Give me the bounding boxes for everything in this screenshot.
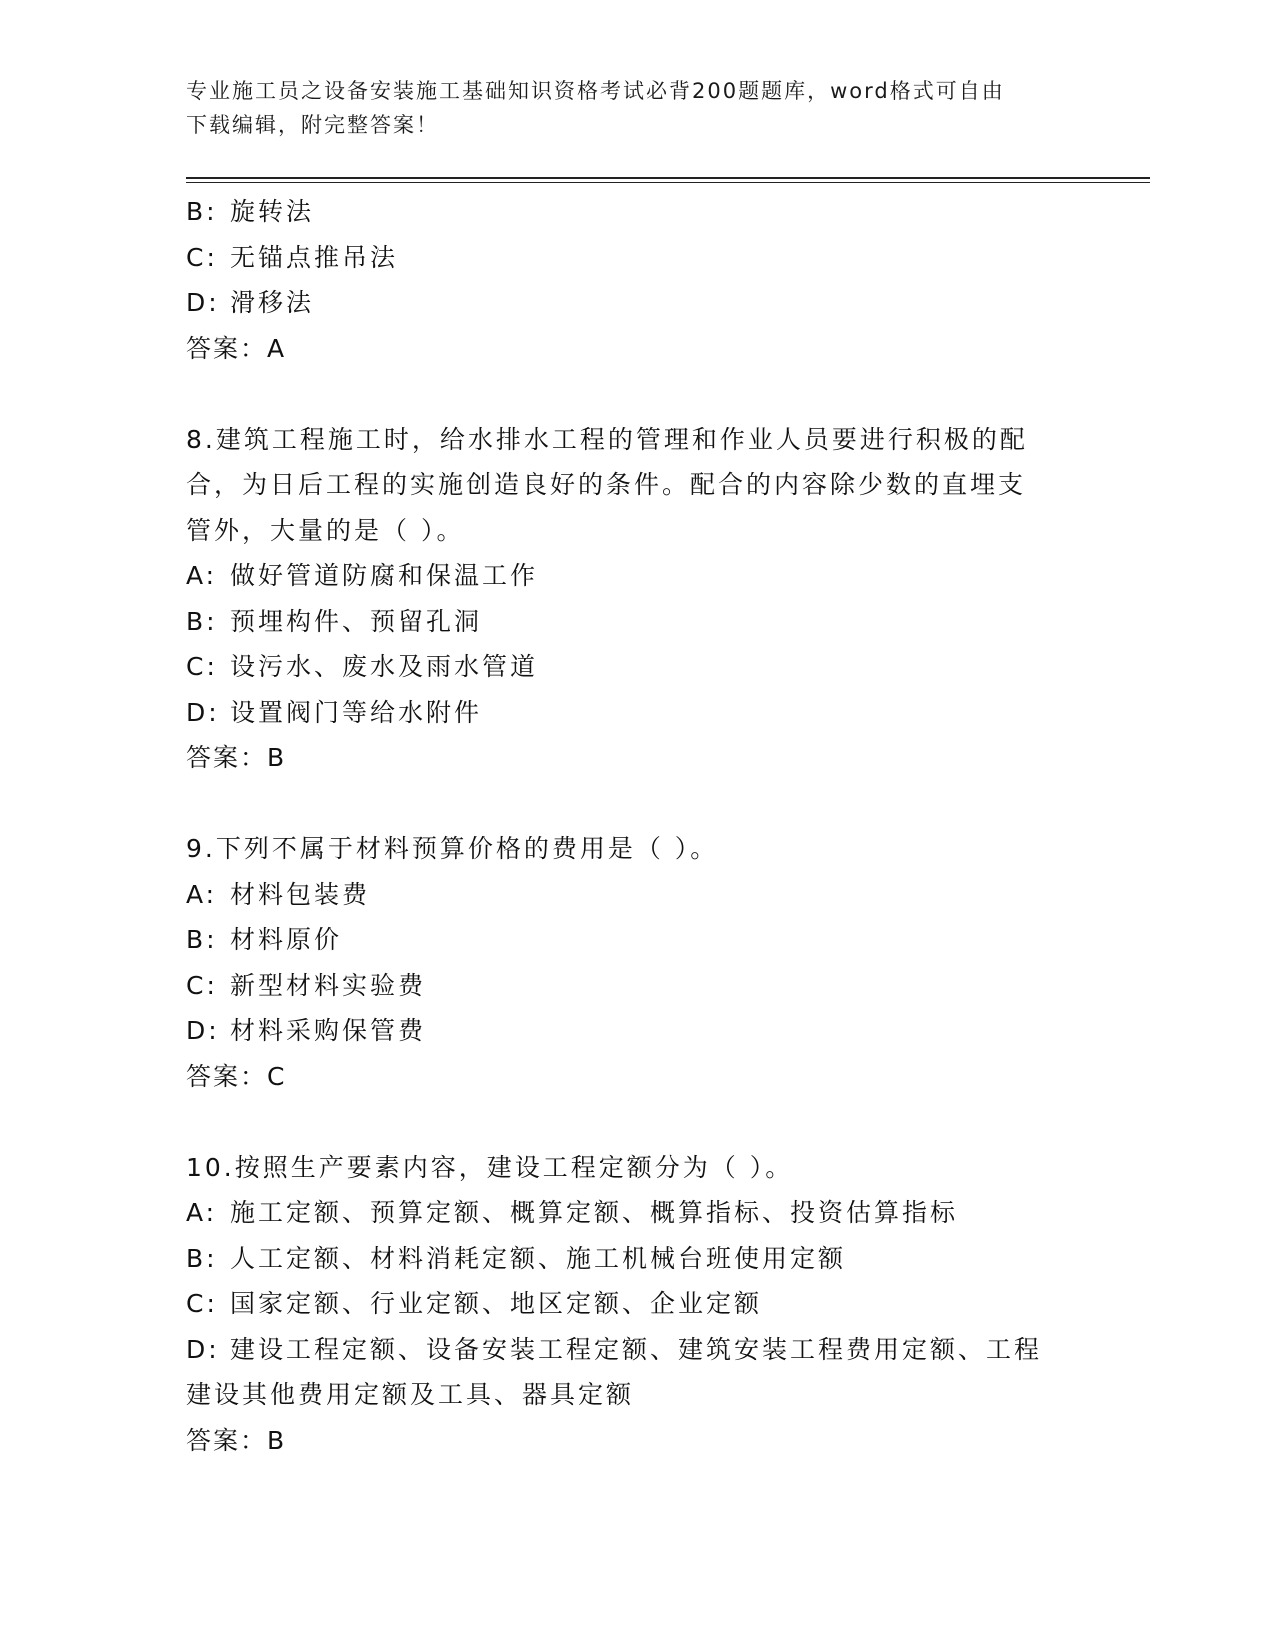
option-text: 预埋构件、预留孔洞 xyxy=(230,606,483,636)
option-key: C: xyxy=(186,970,218,1000)
option-key: B: xyxy=(186,606,218,636)
option-d xyxy=(186,690,1086,736)
spacer xyxy=(186,1099,1086,1145)
option-c xyxy=(186,235,1086,281)
option-b xyxy=(186,599,1086,645)
option-d xyxy=(186,1327,1086,1373)
spacer xyxy=(186,371,1086,417)
option-b xyxy=(186,1236,1086,1282)
answer-line: 答案：A xyxy=(186,333,287,363)
option-key: C: xyxy=(186,1289,218,1318)
option-text: 无锚点推吊法 xyxy=(230,242,399,272)
option-a xyxy=(186,553,1086,599)
option-text: 国家定额、行业定额、地区定额、企业定额 xyxy=(230,1289,763,1318)
option-c xyxy=(186,963,1086,1009)
header-line-1: 专业施工员之设备安装施工基础知识资格考试必背200题题库，word格式可自由 xyxy=(186,79,1005,103)
option-text: 人工定额、材料消耗定额、施工机械台班使用定额 xyxy=(230,1243,847,1273)
option-b xyxy=(186,917,1086,963)
question-text-line: 管外，大量的是（ ）。 xyxy=(186,515,465,545)
option-key: B: xyxy=(186,197,218,226)
page-header xyxy=(186,74,1066,142)
question-8 xyxy=(186,417,1086,781)
option-c xyxy=(186,644,1086,690)
option-text: 材料包装费 xyxy=(230,879,371,909)
answer-line: 答案：C xyxy=(186,1061,287,1091)
option-text: 材料采购保管费 xyxy=(230,1016,427,1045)
option-key: A: xyxy=(186,879,218,909)
option-text: 设污水、废水及雨水管道 xyxy=(230,652,539,681)
option-a xyxy=(186,1190,1086,1236)
question-text-line: 10.按照生产要素内容，建设工程定额分为（ ）。 xyxy=(186,1152,794,1182)
header-line-2: 下载编辑，附完整答案！ xyxy=(186,113,439,137)
header-rule-thin xyxy=(186,182,1150,183)
option-key: D: xyxy=(186,288,220,317)
option-key: B: xyxy=(186,1243,218,1273)
option-key: D: xyxy=(186,1016,220,1045)
option-c xyxy=(186,1281,1086,1327)
option-key: B: xyxy=(186,925,218,954)
option-text: 施工定额、预算定额、概算定额、概算指标、投资估算指标 xyxy=(230,1198,959,1227)
header-rule-thick xyxy=(186,177,1150,179)
option-key: D: xyxy=(186,697,220,727)
option-d xyxy=(186,280,1086,326)
option-text: 新型材料实验费 xyxy=(230,970,427,1000)
spacer xyxy=(186,781,1086,827)
option-text: 建设工程定额、设备安装工程定额、建筑安装工程费用定额、工程 xyxy=(230,1334,1043,1364)
question-text-line: 8.建筑工程施工时，给水排水工程的管理和作业人员要进行积极的配 xyxy=(186,424,1028,454)
option-key: A: xyxy=(186,1198,218,1227)
option-d xyxy=(186,1008,1086,1054)
option-key: C: xyxy=(186,242,218,272)
answer-line: 答案：B xyxy=(186,1425,287,1455)
question-10 xyxy=(186,1145,1086,1464)
question-text-line: 合，为日后工程的实施创造良好的条件。配合的内容除少数的直埋支 xyxy=(186,470,1027,499)
option-text: 旋转法 xyxy=(230,197,315,226)
option-text: 设置阀门等给水附件 xyxy=(230,697,483,727)
question-7-continuation xyxy=(186,189,1086,371)
question-content xyxy=(186,189,1086,1463)
question-text-line: 9.下列不属于材料预算价格的费用是（ ）。 xyxy=(186,834,719,863)
option-key: A: xyxy=(186,561,218,590)
option-text: 做好管道防腐和保温工作 xyxy=(230,561,539,590)
question-9 xyxy=(186,826,1086,1099)
option-key: D: xyxy=(186,1334,220,1364)
option-a xyxy=(186,872,1086,918)
option-d-continuation: 建设其他费用定额及工具、器具定额 xyxy=(186,1380,635,1409)
option-b xyxy=(186,189,1086,235)
answer-line: 答案：B xyxy=(186,743,287,772)
option-text: 材料原价 xyxy=(230,925,343,954)
option-text: 滑移法 xyxy=(230,288,315,317)
option-key: C: xyxy=(186,652,218,681)
